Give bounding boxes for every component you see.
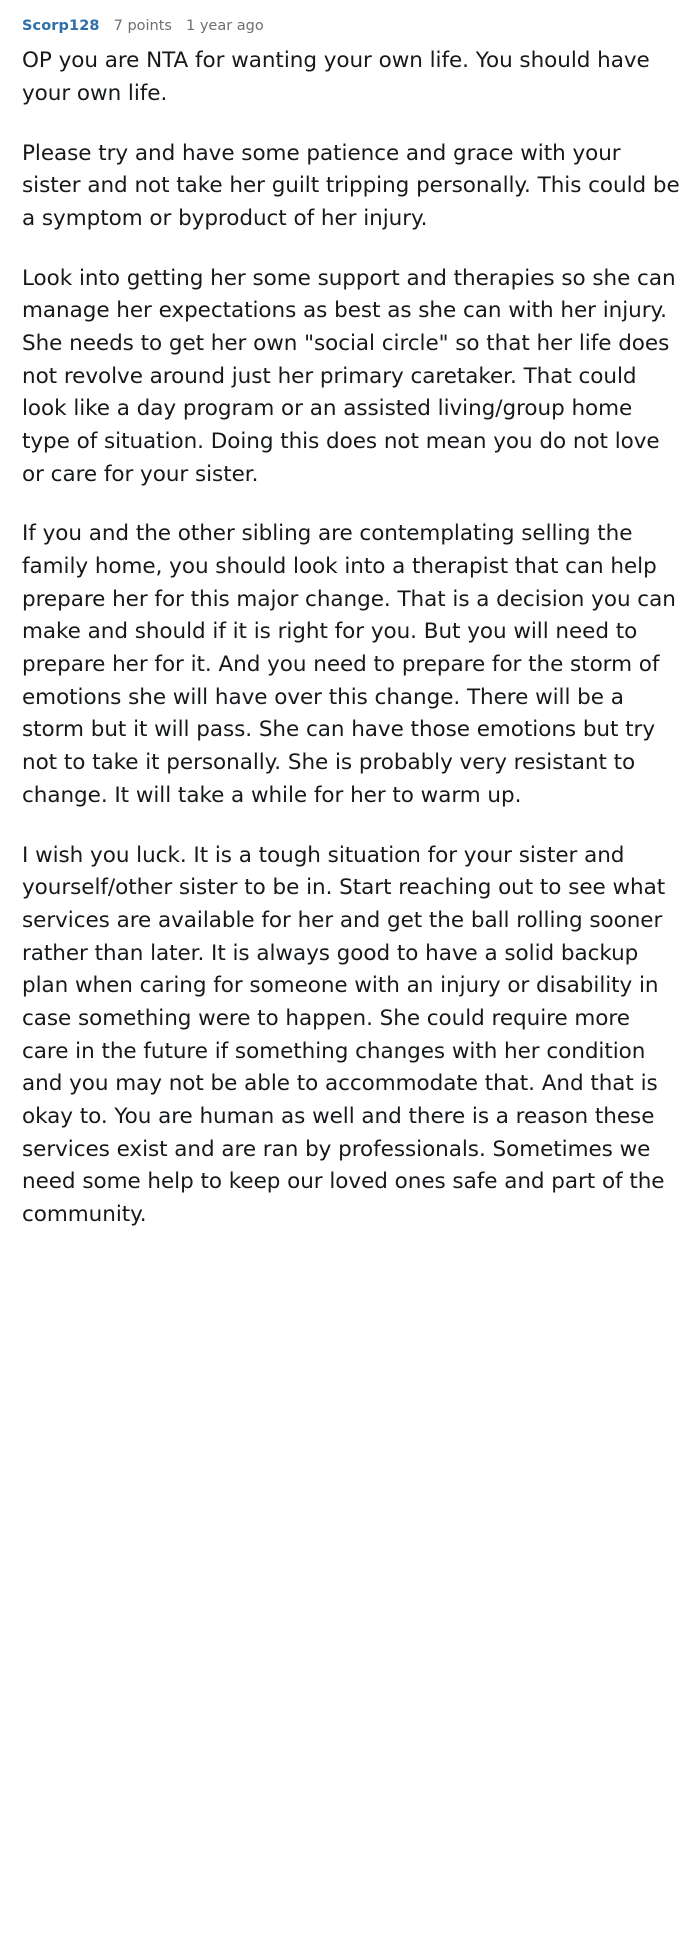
- page-bottom-spacer: [0, 1931, 700, 1945]
- comment-paragraph: I wish you luck. It is a tough situation for your sister and yourself/other sister to be in. Start reaching out to see what services are available for her and get the ball rolling sooner rather than later. It is always good to have a solid backup plan when caring for someone with an injury or disability in case something were to happen. She could require more care in the future if something changes with her condition and you may not be able to accommodate that. And that is okay to. You are human as well and there is a reason these services exist and are ran by professionals. Sometimes we need some help to keep our loved ones safe and part of the community.: [22, 842, 666, 1227]
- comment-paragraph: If you and the other sibling are contemplating selling the family home, you should look into a therapist that can help prepare her for this major change. That is a decision you can make and should if it is right for you. But you will need to prepare her for it. And you need to prepare for the storm of emotions she will have over this change. There will be a storm but it will pass. She can have those emotions but try not to take it personally. She is probably very resistant to change. It will take a while for her to warm up.: [22, 521, 676, 808]
- comment-author[interactable]: Scorp128: [22, 18, 100, 34]
- comment-paragraph: OP you are NTA for wanting your own life. You should have your own life.: [22, 48, 650, 107]
- comment-timestamp: 1 year ago: [185, 18, 264, 34]
- comment-meta: [22, 18, 680, 35]
- comment-points: 7 points: [113, 18, 172, 34]
- comment-paragraph: Please try and have some patience and grace with your sister and not take her guilt tripping personally. This could be a symptom or byproduct of her injury.: [22, 140, 680, 232]
- comment-paragraph: Look into getting her some support and therapies so she can manage her expectations as best as she can with her injury. She needs to get her own "social circle" so that her life does not revolve around just her primary caretaker. That could look like a day program or an assisted living/group home type of situation. Doing this does not mean you do not love or care for your sister.: [22, 265, 676, 487]
- comment-body: [22, 45, 680, 1231]
